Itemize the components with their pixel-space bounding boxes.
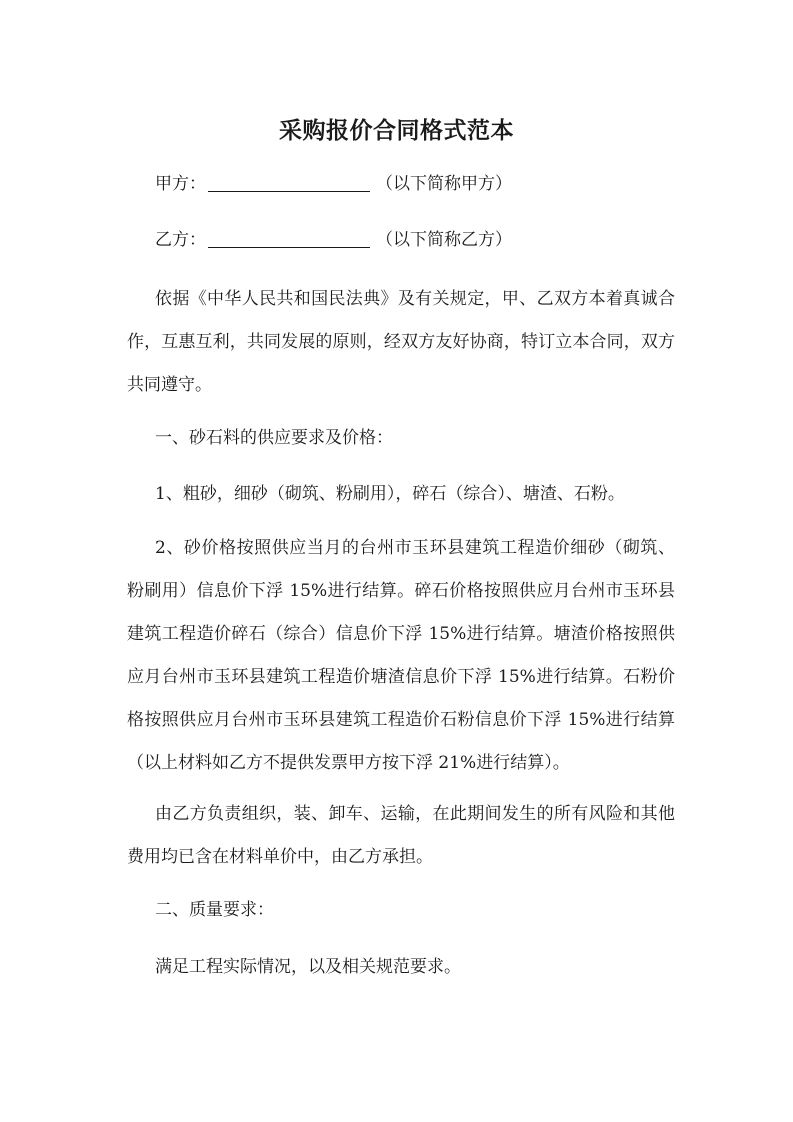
party-a-blank-field: [208, 173, 370, 192]
party-a-note: （以下简称甲方）: [376, 174, 512, 194]
section-2-heading: 二、质量要求：: [155, 900, 274, 920]
section-1-responsibility: 由乙方负责组织，装、卸车、运输，在此期间发生的所有风险和其他费用均已含在材料单价中，由乙方承担。: [127, 804, 675, 867]
party-b-line: [155, 228, 512, 252]
section-1-item-2: 2、砂价格按照供应当月的台州市玉环县建筑工程造价细砂（砌筑、粉刷用）信息价下浮 15%进行结算。碎石价格按照供应月台州市玉环县建筑工程造价碎石（综合）信息价下浮 15%进行结算。塘渣价格按照供应月台州市玉环县建筑工程造价塘渣信息价下浮 15%进行结算。石粉价格按照供应月台州市玉环县建筑工程造价石粉信息价下浮 15%进行结算（以上材料如乙方不提供发票甲方按下浮 21%进行结算）。: [127, 538, 675, 773]
party-b-blank-field: [208, 229, 370, 248]
party-a-label: 甲方：: [155, 174, 206, 194]
section-2-body: 满足工程实际情况，以及相关规范要求。: [155, 957, 461, 977]
party-b-label: 乙方：: [155, 230, 206, 250]
section-1-heading: 一、砂石料的供应要求及价格：: [155, 428, 393, 448]
document-title: 采购报价合同格式范本: [279, 117, 514, 144]
party-a-line: [155, 172, 512, 196]
section-1-item-1: 1、粗砂，细砂（砌筑、粉刷用），碎石（综合）、塘渣、石粉。: [155, 484, 625, 504]
intro-paragraph: 依据《中华人民共和国民法典》及有关规定，甲、乙双方本着真诚合作，互惠互利，共同发展的原则，经双方友好协商，特订立本合同，双方共同遵守。: [127, 289, 675, 395]
party-b-note: （以下简称乙方）: [376, 230, 512, 250]
